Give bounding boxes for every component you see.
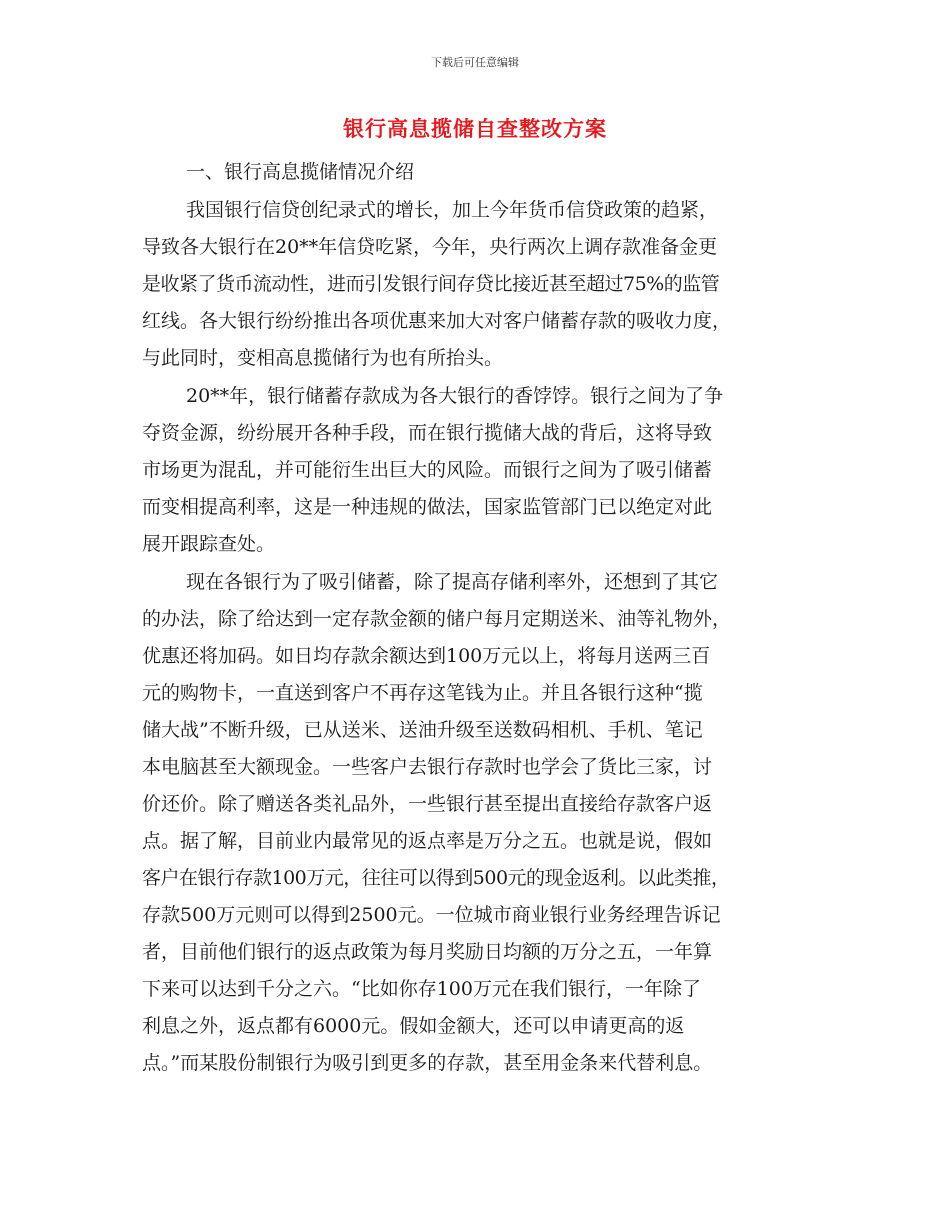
paragraph-3-line: 利息之外，返点都有6000元。假如金额大，还可以申请更高的返 xyxy=(142,1015,685,1037)
paragraph-3-line: 的办法，除了给达到一定存款金额的储户每月定期送米、油等礼物外， xyxy=(142,608,732,630)
paragraph-2-line: 市场更为混乱，并可能衍生出巨大的风险。而银行之间为了吸引储蓄 xyxy=(142,459,713,481)
paragraph-1-line: 我国银行信贷创纪录式的增长，加上今年货币信贷政策的趋紧， xyxy=(186,199,719,221)
paragraph-1-line: 与此同时，变相高息揽储行为也有所抬头。 xyxy=(142,347,504,369)
paragraph-3-line: 者，目前他们银行的返点政策为每月奖励日均额的万分之五，一年算 xyxy=(142,941,713,963)
paragraph-2-line: 展开跟踪查处。 xyxy=(142,533,276,555)
paragraph-3-line: 本电脑甚至大额现金。一些客户去银行存款时也学会了货比三家，讨 xyxy=(142,756,713,778)
paragraph-1-line: 红线。各大银行纷纷推出各项优惠来加大对客户储蓄存款的吸收力度， xyxy=(142,310,732,332)
paragraph-3-line: 存款500万元则可以得到2500元。一位城市商业银行业务经理告诉记 xyxy=(142,904,721,926)
paragraph-1-line: 是收紧了货币流动性，进而引发银行间存贷比接近甚至超过75%的监管 xyxy=(142,273,720,295)
paragraph-3-line: 点。据了解，目前业内最常见的返点率是万分之五。也就是说，假如 xyxy=(142,830,713,852)
paragraph-2-line: 20**年，银行储蓄存款成为各大银行的香饽饽。银行之间为了争 xyxy=(186,385,724,407)
paragraph-2-line: 夺资金源，纷纷展开各种手段，而在银行揽储大战的背后，这将导致 xyxy=(142,422,713,444)
paragraph-1-line: 导致各大银行在20**年信贷吃紧，今年，央行两次上调存款准备金更 xyxy=(142,236,718,258)
paragraph-2-line: 而变相提高利率，这是一种违规的做法，国家监管部门已以绝定对此 xyxy=(142,496,713,518)
section-heading: 一、银行高息揽储情况介绍 xyxy=(186,161,415,183)
paragraph-3-line: 现在各银行为了吸引储蓄，除了提高存储利率外，还想到了其它 xyxy=(186,571,719,593)
paragraph-3-line: 下来可以达到千分之六。“比如你存100万元在我们银行，一年除了 xyxy=(142,978,701,1000)
document-title: 银行高息揽储自查整改方案 xyxy=(343,117,607,141)
paragraph-3-line: 价还价。除了赠送各类礼品外，一些银行甚至提出直接给存款客户返 xyxy=(142,793,713,815)
page-header-caption: 下载后可任意编辑 xyxy=(431,56,519,69)
paragraph-3-line: 客户在银行存款100万元，往往可以得到500元的现金返利。以此类推， xyxy=(142,867,730,889)
paragraph-3-line: 优惠还将加码。如日均存款余额达到100万元以上，将每月送两三百 xyxy=(142,645,711,667)
paragraph-3-line: 储大战”不断升级，已从送米、送油升级至送数码相机、手机、笔记 xyxy=(142,719,703,741)
paragraph-3-line: 元的购物卡，一直送到客户不再存这笔钱为止。并且各银行这种“揽 xyxy=(142,682,703,704)
paragraph-3-line: 点。”而某股份制银行为吸引到更多的存款，甚至用金条来代替利息。 xyxy=(142,1052,713,1074)
